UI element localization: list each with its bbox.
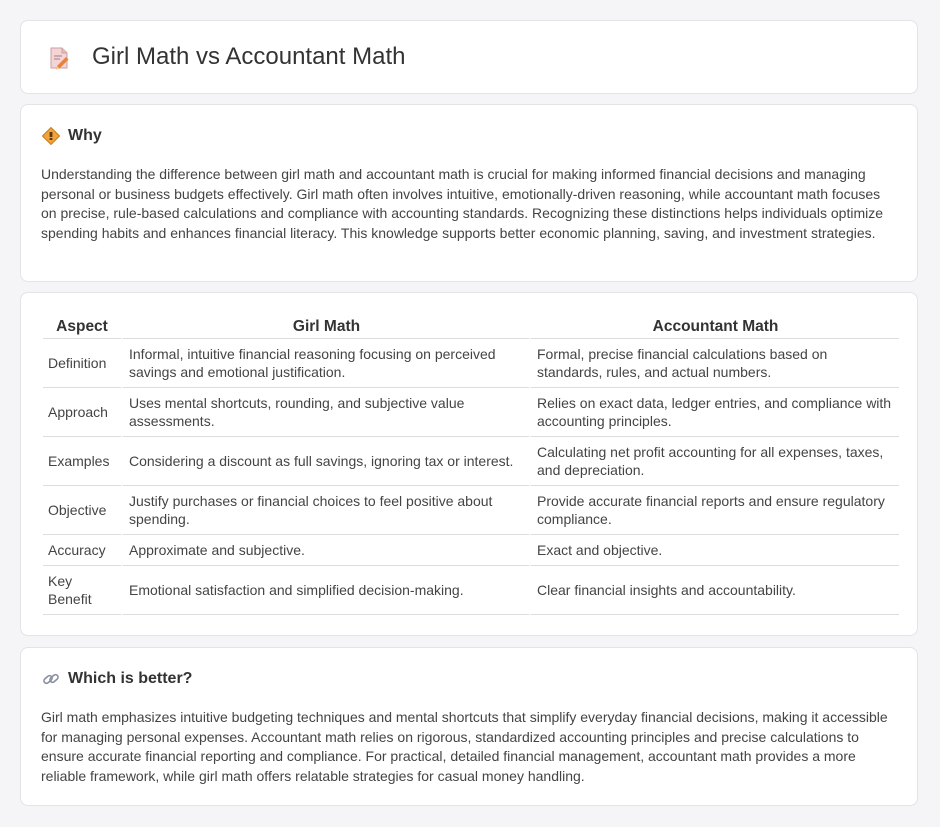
- why-body: Understanding the difference between girl math and accountant math is crucial for making informed financial decisions and managing personal or business budgets effectively. Girl math often involves intuitive, emotionally-driven reasoning, while accountant math focuses on precise, rule-based calculations and compliance with accounting standards. Recognizing these distinctions helps individuals optimize spending habits and enhances financial literacy. This knowledge supports better economic planning, saving, and investment strategies.: [41, 166, 884, 241]
- header-aspect: Aspect: [43, 316, 121, 339]
- table-row: [43, 486, 899, 535]
- aspect-cell: Key Benefit: [43, 566, 121, 615]
- table-row: [43, 388, 899, 437]
- table-header-row: [43, 316, 899, 339]
- accountant-math-cell: Provide accurate financial reports and ensure regulatory compliance.: [529, 486, 899, 535]
- why-section: [20, 104, 918, 282]
- link-icon: [42, 670, 60, 688]
- header-girl-math: Girl Math: [121, 316, 529, 339]
- aspect-cell: Approach: [43, 388, 121, 437]
- accountant-math-cell: Clear financial insights and accountability.: [529, 566, 899, 615]
- why-heading: Why: [68, 127, 102, 144]
- accountant-math-cell: Exact and objective.: [529, 535, 899, 566]
- header-accountant-math: Accountant Math: [529, 316, 899, 339]
- table-row: [43, 535, 899, 566]
- document-pencil-icon: [48, 46, 70, 70]
- comparison-table: [43, 316, 899, 615]
- girl-math-cell: Uses mental shortcuts, rounding, and subjective value assessments.: [121, 388, 529, 437]
- table-row: [43, 566, 899, 615]
- accountant-math-cell: Formal, precise financial calculations based on standards, rules, and actual numbers.: [529, 339, 899, 388]
- which-is-better-section: [20, 647, 918, 806]
- aspect-cell: Examples: [43, 437, 121, 486]
- aspect-cell: Objective: [43, 486, 121, 535]
- accountant-math-cell: Calculating net profit accounting for all expenses, taxes, and depreciation.: [529, 437, 899, 486]
- girl-math-cell: Justify purchases or financial choices to feel positive about spending.: [121, 486, 529, 535]
- title-card: [20, 20, 918, 94]
- better-body: Girl math emphasizes intuitive budgeting techniques and mental shortcuts that simplify everyday financial decisions, making it accessible for managing personal expenses. Accountant math relies on rigorous, standardized accounting principles and precise calculations to ensure accurate financial reporting and compliance. For practical, detailed financial management, accountant math provides a more reliable framework, while girl math offers relatable strategies for casual money handling.: [41, 709, 888, 784]
- girl-math-cell: Considering a discount as full savings, ignoring tax or interest.: [121, 437, 529, 486]
- aspect-cell: Definition: [43, 339, 121, 388]
- table-row: [43, 339, 899, 388]
- aspect-cell: Accuracy: [43, 535, 121, 566]
- better-heading-row: [42, 670, 192, 688]
- table-row: [43, 437, 899, 486]
- page-title: Girl Math vs Accountant Math: [92, 43, 406, 70]
- why-heading-row: [42, 127, 102, 145]
- accountant-math-cell: Relies on exact data, ledger entries, and compliance with accounting principles.: [529, 388, 899, 437]
- better-heading: Which is better?: [68, 670, 193, 687]
- girl-math-cell: Approximate and subjective.: [121, 535, 529, 566]
- comparison-table-card: [20, 292, 918, 636]
- diamond-sign-icon: [42, 127, 60, 145]
- girl-math-cell: Emotional satisfaction and simplified decision-making.: [121, 566, 529, 615]
- girl-math-cell: Informal, intuitive financial reasoning focusing on perceived savings and emotional justification.: [121, 339, 529, 388]
